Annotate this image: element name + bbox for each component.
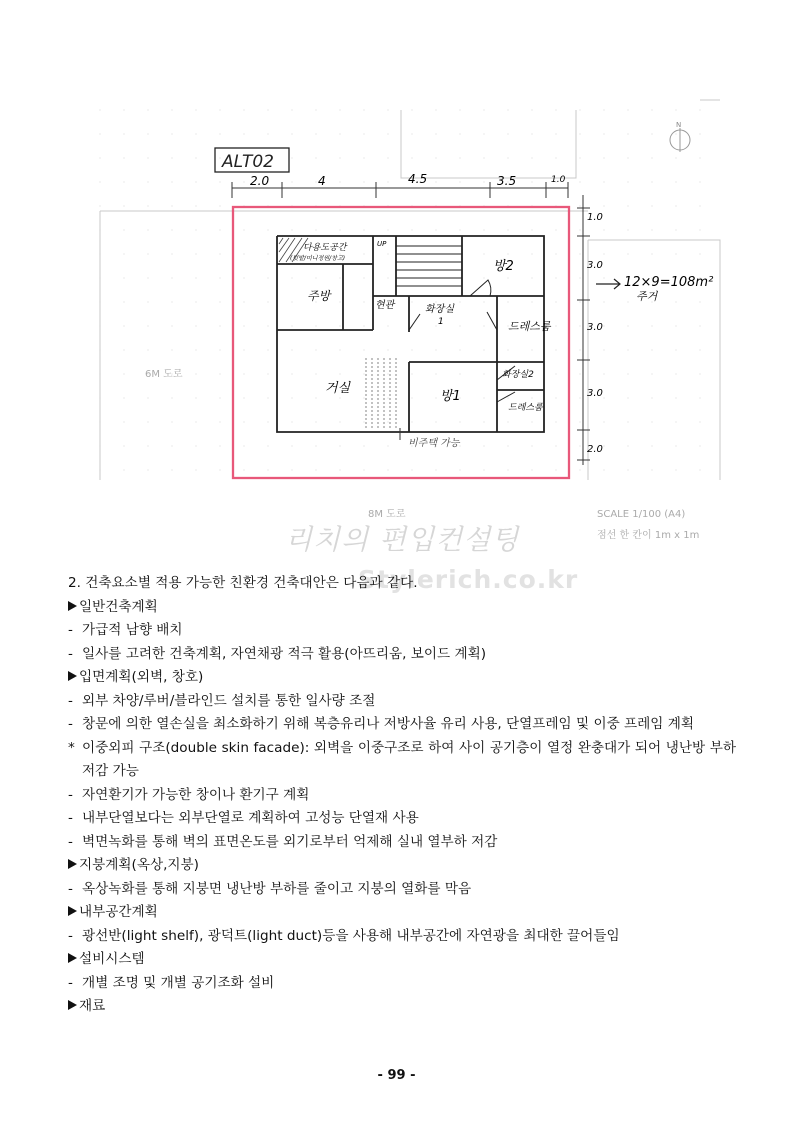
top-dimension-line bbox=[232, 182, 568, 198]
list-item-text: 광선반(light shelf), 광덕트(light duct)등을 사용해 내부공간에 자연광을 최대한 끌어들임 bbox=[82, 927, 620, 944]
dim-top-3: 4.5 bbox=[408, 172, 428, 186]
content-lines bbox=[68, 596, 736, 1019]
room-bath2: 화장실2 bbox=[502, 370, 534, 380]
list-item-text: 벽면녹화를 통해 벽의 표면온도를 외기로부터 억제해 실내 열부하 저감 bbox=[82, 833, 498, 850]
section-label: 지붕계획(옥상,지붕) bbox=[79, 857, 199, 873]
section-label: 재료 bbox=[79, 998, 106, 1014]
door-swings bbox=[409, 280, 515, 402]
section-heading bbox=[68, 596, 736, 620]
room-terrace: 드레스룸 bbox=[508, 403, 543, 413]
triangle-bullet-icon bbox=[68, 906, 77, 916]
dim-side-1: 1.0 bbox=[587, 212, 603, 223]
list-item-text: 외부 차양/루버/블라인드 설치를 통한 일사량 조절 bbox=[82, 692, 376, 709]
list-item bbox=[68, 713, 736, 737]
section-label: 일반건축계획 bbox=[79, 598, 158, 615]
north-label: N bbox=[676, 121, 682, 129]
room-entry: 현관 bbox=[375, 300, 395, 311]
list-marker: - bbox=[68, 786, 73, 803]
site-boundary bbox=[233, 207, 569, 478]
list-marker: - bbox=[68, 692, 73, 709]
section-label: 입면계획(외벽, 창호) bbox=[79, 669, 204, 685]
room-kitchen: 주방 bbox=[307, 289, 331, 303]
list-item bbox=[68, 831, 736, 855]
pilotis-dashes bbox=[366, 358, 396, 430]
floor-plan-sketch bbox=[0, 0, 793, 560]
list-item-text: 옥상녹화를 통해 지붕면 냉난방 부하를 줄이고 지붕의 열화를 막음 bbox=[82, 880, 472, 897]
room-living: 거실 bbox=[325, 381, 351, 396]
list-item bbox=[68, 925, 736, 949]
list-marker: * bbox=[68, 739, 75, 756]
section-heading bbox=[68, 948, 736, 972]
room-bath1: 화장실 bbox=[425, 304, 454, 315]
watermark-url: Stylerich.co.kr bbox=[358, 565, 579, 594]
triangle-bullet-icon bbox=[68, 859, 77, 869]
list-item bbox=[68, 643, 736, 667]
list-item-text: 개별 조명 및 개별 공기조화 설비 bbox=[82, 974, 275, 991]
triangle-bullet-icon bbox=[68, 1000, 77, 1010]
list-item bbox=[68, 619, 736, 643]
list-item bbox=[68, 878, 736, 902]
room-2: 방2 bbox=[493, 259, 514, 274]
dim-top-2: 4 bbox=[318, 174, 326, 188]
room-bath1-num: 1 bbox=[438, 317, 444, 327]
list-marker: - bbox=[68, 974, 73, 991]
list-item bbox=[68, 972, 736, 996]
page-number: - 99 - bbox=[377, 1068, 416, 1083]
stair-up-label: UP bbox=[377, 240, 387, 248]
road-west: 6M 도로 bbox=[145, 369, 183, 380]
content-heading: 2. 건축요소별 적용 가능한 친환경 건축대안은 다음과 같다. bbox=[68, 575, 418, 591]
room-multi-sub: (텃밭/미니정원/창고) bbox=[290, 255, 346, 262]
room-dress: 드레스룸 bbox=[508, 320, 551, 333]
dim-top-1: 2.0 bbox=[250, 174, 270, 188]
dim-top-4: 3.5 bbox=[497, 174, 517, 188]
scale-label: SCALE 1/100 (A4) bbox=[597, 509, 686, 520]
triangle-bullet-icon bbox=[68, 671, 77, 681]
triangle-bullet-icon bbox=[68, 953, 77, 963]
grid-note: 점선 한 칸이 1m x 1m bbox=[597, 530, 700, 541]
dim-side-2: 3.0 bbox=[587, 260, 603, 271]
list-item bbox=[68, 807, 736, 831]
list-marker: - bbox=[68, 927, 73, 944]
alt-label: ALT02 bbox=[222, 152, 274, 172]
section-heading bbox=[68, 901, 736, 925]
stairs bbox=[396, 246, 462, 296]
triangle-bullet-icon bbox=[68, 601, 77, 611]
list-marker: - bbox=[68, 810, 73, 826]
list-marker: - bbox=[68, 833, 73, 850]
dim-top-5: 1.0 bbox=[551, 175, 566, 185]
section-heading bbox=[68, 666, 736, 690]
list-item-text: 가급적 남향 배치 bbox=[82, 622, 183, 638]
watermark-korean: 리치의 편입컨설팅 bbox=[285, 523, 520, 556]
north-arrow bbox=[670, 128, 690, 152]
grid-dots bbox=[99, 109, 700, 470]
pilotis-note: 비주택 가능 bbox=[408, 438, 460, 449]
list-item-text: 창문에 의한 열손실을 최소화하기 위해 복층유리나 저방사율 유리 사용, 단열프레임 및 이중 프레임 계획 bbox=[82, 716, 695, 732]
section-label: 설비시스템 bbox=[79, 951, 145, 967]
site-lines bbox=[100, 100, 720, 480]
road-south: 8M 도로 bbox=[368, 509, 406, 520]
list-marker: - bbox=[68, 880, 73, 897]
section-label: 내부공간계획 bbox=[79, 904, 158, 920]
area-note: 12×9=108m² bbox=[624, 275, 714, 290]
section-heading bbox=[68, 854, 736, 878]
list-item bbox=[68, 690, 736, 714]
content-body bbox=[68, 572, 736, 1019]
list-marker: - bbox=[68, 622, 73, 638]
area-sub: 주거 bbox=[636, 290, 658, 303]
list-marker: - bbox=[68, 716, 73, 732]
room-multi: 다용도공간 bbox=[303, 243, 347, 253]
list-item-text: 자연환기가 가능한 창이나 환기구 계획 bbox=[82, 786, 310, 803]
list-item-text: 이중외피 구조(double skin facade): 외벽을 이중구조로 하여 사이 공기층이 열정 완충대가 되어 냉난방 부하 저감 가능 bbox=[82, 739, 736, 779]
list-item bbox=[68, 737, 736, 784]
section-heading bbox=[68, 995, 736, 1019]
list-item-text: 내부단열보다는 외부단열로 계획하여 고성능 단열재 사용 bbox=[82, 810, 419, 826]
room-1: 방1 bbox=[440, 389, 461, 404]
list-item-text: 일사를 고려한 건축계획, 자연채광 적극 활용(아뜨리움, 보이드 계획) bbox=[82, 645, 487, 662]
list-item bbox=[68, 784, 736, 808]
dim-side-4: 3.0 bbox=[587, 388, 603, 399]
dim-side-5: 2.0 bbox=[587, 444, 603, 455]
dim-side-3: 3.0 bbox=[587, 322, 603, 333]
list-marker: - bbox=[68, 645, 73, 662]
